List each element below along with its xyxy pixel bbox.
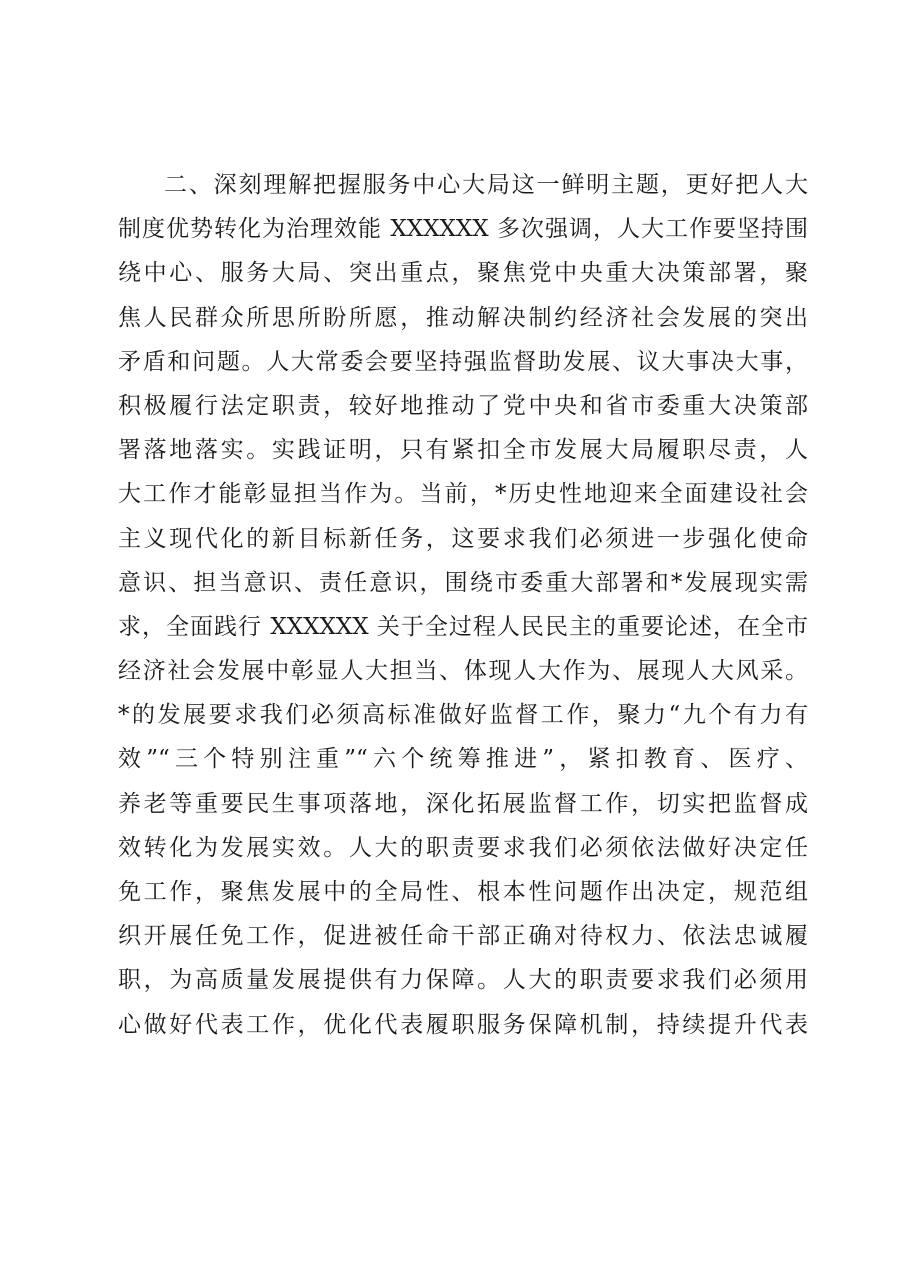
text-line: 效转化为发展实效。人大的职责要求我们必须依法做好决定任: [118, 834, 808, 861]
text-line: 织开展任免工作，促进被任命干部正确对待权力、依法忠诚履: [118, 923, 808, 950]
text-line: 二、深刻理解把握服务中心大局这一鲜明主题，更好把人大: [164, 172, 808, 198]
text-line: 署落地落实。实践证明，只有紧扣全市发展大局履职尽责，人: [118, 437, 808, 464]
text-line: 积极履行法定职责，较好地推动了党中央和省市委重大决策部: [118, 392, 808, 419]
text-line: 矛盾和问题。人大常委会要坚持强监督助发展、议大事决大事，: [118, 348, 808, 375]
text-line: 主义现代化的新目标新任务，这要求我们必须进一步强化使命: [118, 525, 808, 552]
text-line: 意识、担当意识、责任意识，围绕市委重大部署和*发展现实需: [118, 569, 808, 596]
text-line: 职，为高质量发展提供有力保障。人大的职责要求我们必须用: [118, 967, 808, 994]
text-line: 养老等重要民生事项落地，深化拓展监督工作，切实把监督成: [118, 790, 808, 817]
text-line: 制度优势转化为治理效能 XXXXXX 多次强调，人大工作要坚持围: [118, 216, 808, 243]
text-line: 经济社会发展中彰显人大担当、体现人大作为、展现人大风采。: [118, 658, 808, 685]
text-line: *的发展要求我们必须高标准做好监督工作，聚力“九个有力有: [118, 702, 808, 729]
text-line: 焦人民群众所思所盼所愿，推动解决制约经济社会发展的突出: [118, 304, 808, 331]
text-line: 效”“三个特别注重”“六个统筹推进”，紧扣教育、医疗、: [118, 746, 808, 773]
text-line: 大工作才能彰显担当作为。当前，*历史性地迎来全面建设社会: [118, 481, 808, 508]
body-paragraph: [118, 163, 808, 1047]
text-line: 免工作，聚焦发展中的全局性、根本性问题作出决定，规范组: [118, 879, 808, 905]
text-line: 求，全面践行 XXXXXX 关于全过程人民民主的重要论述，在全市: [118, 613, 808, 640]
text-line: 绕中心、服务大局、突出重点，聚焦党中央重大决策部署，聚: [118, 260, 808, 287]
text-line: 心做好代表工作，优化代表履职服务保障机制，持续提升代表: [118, 1011, 808, 1038]
